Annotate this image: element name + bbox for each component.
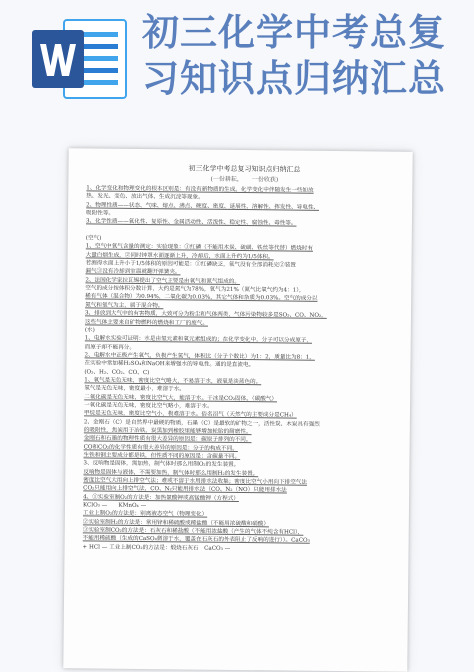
document-line: 3、反响物是固体，需加热，制气体时那么用制O₂的发生装置。 <box>83 460 240 469</box>
document-line: + HCl — 工业上制CO₂的方法是：煅烧石灰石 CaCO₃ — <box>82 544 231 552</box>
document-line: 工业上制O₂的方法是：别离液态空气（物理变化） <box>82 510 208 519</box>
document-line: 3、排放到大气中的有害物质，大致可分为粉尘和气体两类，气体污染物较多是SO₂、CO、NO₂， <box>84 310 327 320</box>
document-line: 氮气和氧气为主，属于混合物。 <box>85 302 164 310</box>
document-line: CO和CO₂的化学性质有很大差异的原因是：分子的构成不同。 <box>83 444 238 452</box>
document-line: 生铁和钢主要成分都是铁，但性质不同的原因是：含碳量不同。 <box>83 452 241 461</box>
document-line: 吸附性等。 <box>86 210 115 217</box>
document-line: 2、电解水中正极产生氧气，负极产生氢气，体积比（分子个数比）为1：2，质量比为8：1， <box>84 352 315 361</box>
document-lines <box>83 184 403 554</box>
document-line: ③实验室制CO₂的方法是：石灰石和稀盐酸（不能用浓盐酸（产生的气体不纯含有HCl）， <box>82 527 304 536</box>
document-line: 一氧化碳是无色无味，密度比空气略小，难溶于水。 <box>84 402 213 410</box>
document-subtitle: (一份耕耘， 一份收获) <box>210 175 279 184</box>
document-line: 漏气③没有冷却到室温就翻开弹簧夹。 <box>85 268 181 276</box>
document-line: 在实验中常加稀H₂SO₄和NaOH来增强水的导电性。通的是直流电。 <box>84 360 255 369</box>
document-line: 而原子却不能再分。 <box>84 343 136 351</box>
banner-title-line-1: 初三化学中考总复 <box>142 11 446 54</box>
document-line: 2、金刚石（C）是自然界中最硬的物质，石墨（C）是最软的矿物之一，活性炭、木炭具有强烈 <box>83 419 320 428</box>
document-line: 密度比空气大用向上排空气法；难或不溶于水用排水法收集；密度比空气小用向下排空气法 <box>83 477 308 486</box>
document-line: 1、氧气是无色无味，密度比空气略大，不易溶于水，液氧是淡蓝色的。 <box>84 377 262 386</box>
document-title: 初三化学中考总复习知识点归纳汇总 <box>188 164 301 174</box>
document-line: 3、化学性质——氧化性、复原性、金属活动性、活泼性、稳定性、腐蚀性、毒性等。 <box>85 218 297 227</box>
document-line: 这些气体主要来自矿物燃料的燃烧和工厂的废气。 <box>84 318 209 327</box>
document-line: 1、电解水实验可证明：水是由氢元素和氧元素组成的；在化学变化中，分子可以分成原子， <box>84 335 313 344</box>
word-document-icon <box>30 18 130 100</box>
document-line: 的吸附性，焦炭用于冶铁，炭黑加到橡胶里能够增加轮胎的耐磨性。 <box>83 427 252 436</box>
document-line: ②实验室制H₂的方法是：常用锌和稀硫酸或稀盐酸（不能用浓硫酸和硝酸） <box>82 519 269 528</box>
document-line: 金刚石和石墨的物理性质有很大差异的原因是：碳原子排列的不同。 <box>83 435 252 444</box>
document-line: CO₂只能用向上排空气法，CO、N₂只能用排水法（CO、N₂（NO）只能用排水法 <box>83 485 287 494</box>
document-line: 大量白烟生成，②同时钟罩水面逐渐上升，冷却后，水面上升约为1/5体积。 <box>85 252 274 261</box>
document-line: 2、物理性质——状态、气味、熔点、沸点、硬度、密度、延展性、溶解性、挥发性、导电性、 <box>86 202 320 211</box>
document-line: (空气) <box>85 235 102 242</box>
document-line: KClO₃ — KMnO₄ — <box>82 502 147 510</box>
document-line: 反响物是固体与液体，不需要加热，制气体时那么用制H₂的发生装置。 <box>83 469 259 477</box>
banner-title <box>142 10 472 102</box>
document-line: 氢气是无色无味，密度最小，难溶于水。 <box>84 385 185 393</box>
banner <box>0 0 474 118</box>
document-line: 2、法国化学家拉瓦锡提出了空气主要是由氧气和氮气组成的。 <box>85 277 240 285</box>
document-line: 二氧化碳是无色无味，密度比空气大，能溶于水。干冰是CO₂固体。（碳酸气） <box>84 393 278 403</box>
document-line: 稀有气体（混合物）为0.94%，二氧化碳为0.03%，其它气体和杂质为0.03%。空气的成分以 <box>85 293 318 303</box>
document-line: 4、①实验室制O₂的方法是：加热氯酸钾或高锰酸钾（方程式） <box>83 494 239 502</box>
document-line: (O₂、H₂、CO₂、CO、C) <box>84 368 150 376</box>
document-line: 空气的成分按体积分数计算，大约是氮气为78%，氧气为21%（氮气比氧气约为4：1）， <box>85 285 305 294</box>
document-line: (水) <box>84 327 95 334</box>
document-line: 1、化学变化和物理变化的根本区别是：有没有新物质的生成。化学变化中伴随发生一些如放 <box>86 185 314 194</box>
document-line: 甲烷是无色无味，密度比空气小，极难溶于水。俗名沼气（天然气的主要成分是CH₄） <box>83 410 297 419</box>
document-line: 1、空气中氧气含量的测定：实验现象：①红磷（不能用木炭、硫磺、铁丝等代替）燃烧时有 <box>85 243 314 253</box>
document-line: 若测得水面上升小于1/5体积的原因可能是：①红磷缺乏，氧气没有全部消耗完②装置 <box>85 260 296 269</box>
document-line: 不能用稀硫酸（生成的CaSO₄微溶于水，覆盖在石灰石的外表阻止了反响的进行））。CaCO₃ <box>82 535 310 545</box>
banner-title-line-2: 习知识点归纳汇总 <box>142 57 446 100</box>
document-page <box>63 148 412 672</box>
document-body <box>65 148 413 555</box>
document-line: 热、发光、变色、放出气体、生成沉淀等现象。 <box>86 193 204 201</box>
